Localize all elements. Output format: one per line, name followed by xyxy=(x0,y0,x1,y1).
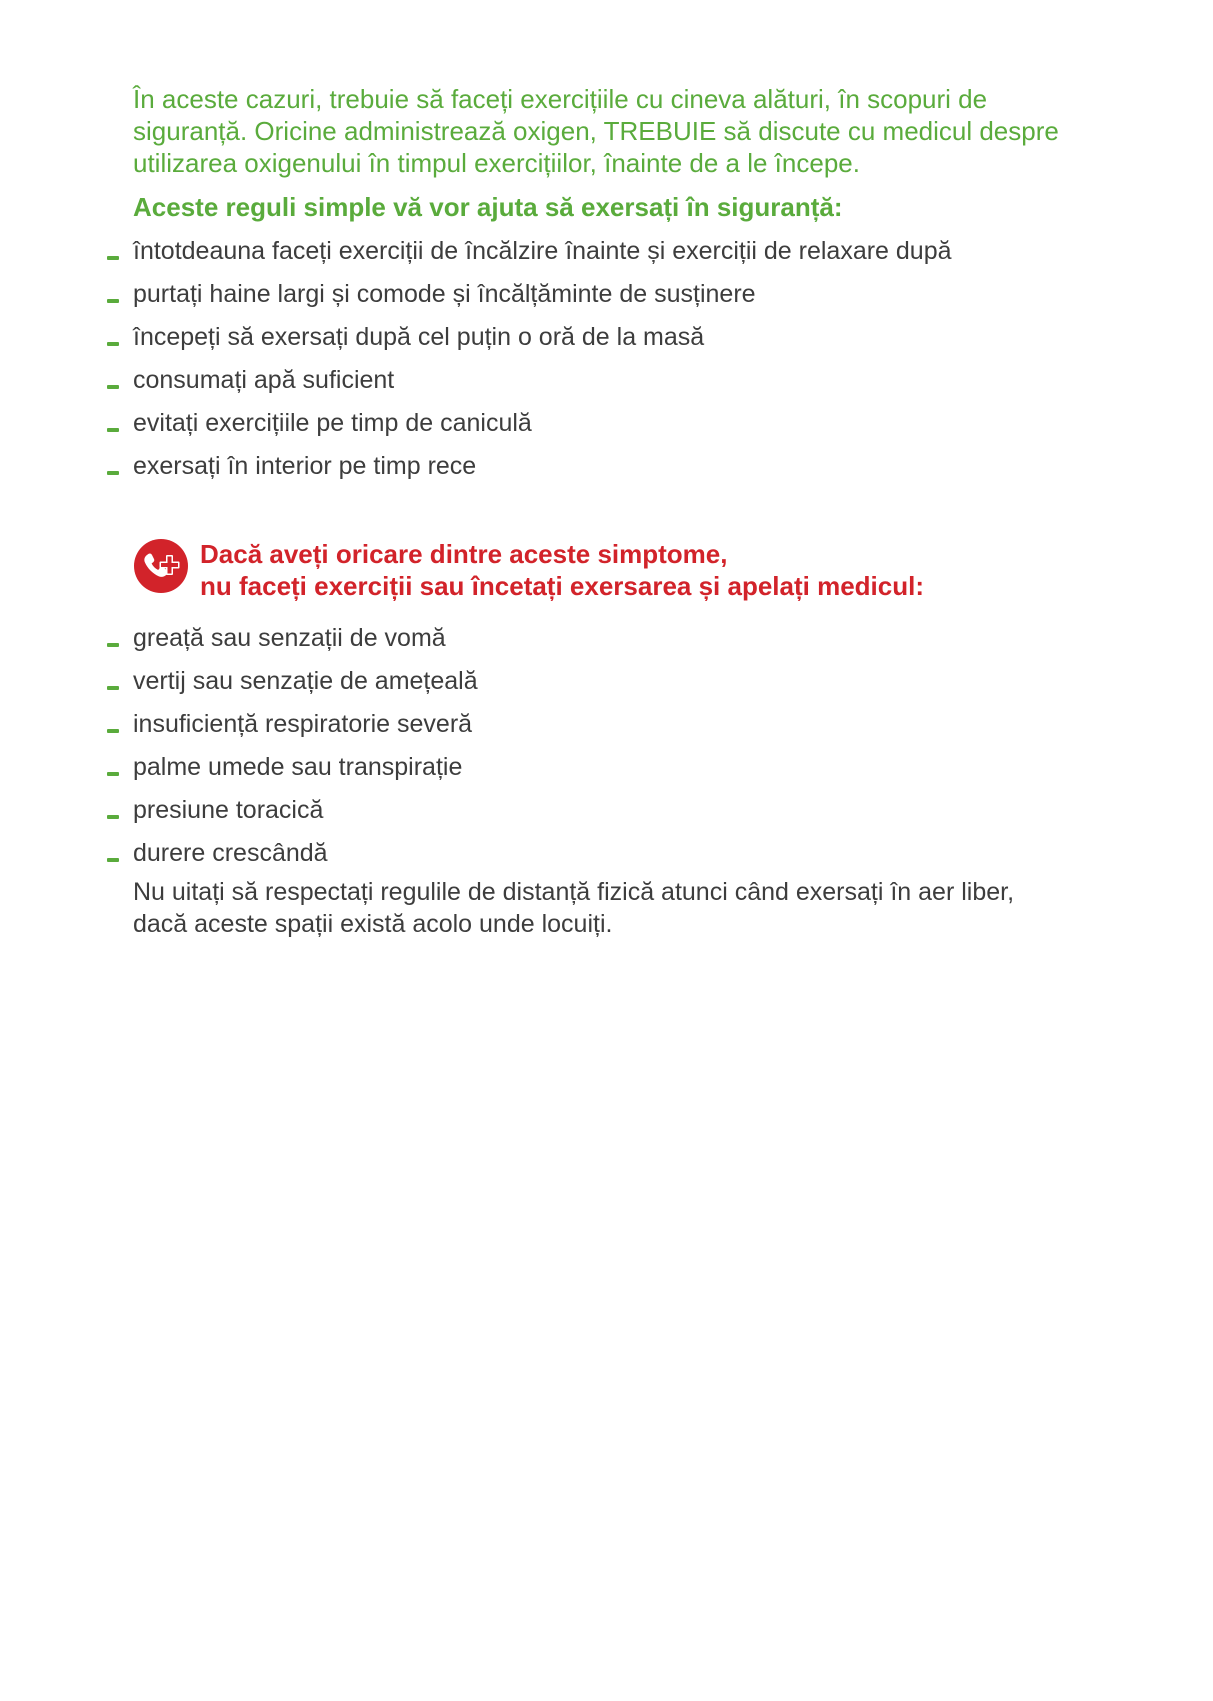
warning-heading xyxy=(200,538,924,602)
rules-list xyxy=(107,235,1107,493)
dash-bullet-icon xyxy=(107,772,119,776)
symptoms-list xyxy=(107,622,1107,880)
symptom-text: insuficiență respiratorie severă xyxy=(133,710,473,738)
warning-block xyxy=(133,538,1133,602)
warning-line-1: Dacă aveți oricare dintre aceste simptome, xyxy=(200,539,728,569)
dash-bullet-icon xyxy=(107,342,119,346)
intro-paragraph xyxy=(133,83,1113,179)
closing-line-2: dacă aceste spații există acolo unde locuiți. xyxy=(133,910,613,938)
symptom-text: palme umede sau transpirație xyxy=(133,753,463,781)
rule-text: evitați exercițiile pe timp de caniculă xyxy=(133,409,532,437)
dash-bullet-icon xyxy=(107,729,119,733)
closing-paragraph xyxy=(133,876,1113,940)
dash-bullet-icon xyxy=(107,686,119,690)
dash-bullet-icon xyxy=(107,858,119,862)
list-item xyxy=(107,235,1107,278)
dash-bullet-icon xyxy=(107,643,119,647)
dash-bullet-icon xyxy=(107,471,119,475)
intro-line-3: utilizarea oxigenului în timpul exercițiilor, înainte de a le începe. xyxy=(133,148,860,178)
dash-bullet-icon xyxy=(107,428,119,432)
list-item xyxy=(107,837,1107,880)
dash-bullet-icon xyxy=(107,815,119,819)
list-item xyxy=(107,407,1107,450)
rule-text: purtați haine largi și comode și încălțăminte de susținere xyxy=(133,280,756,308)
rule-text: începeți să exersați după cel puțin o oră de la masă xyxy=(133,323,705,351)
list-item xyxy=(107,321,1107,364)
list-item xyxy=(107,622,1107,665)
phone-medical-icon xyxy=(133,538,189,594)
list-item xyxy=(107,708,1107,751)
list-item xyxy=(107,794,1107,837)
symptom-text: vertij sau senzație de amețeală xyxy=(133,667,478,695)
list-item xyxy=(107,364,1107,407)
intro-line-2: siguranță. Oricine administrează oxigen, TREBUIE să discute cu medicul despre xyxy=(133,116,1059,146)
rule-text: consumați apă suficient xyxy=(133,366,395,394)
list-item xyxy=(107,751,1107,794)
symptom-text: durere crescândă xyxy=(133,839,328,867)
dash-bullet-icon xyxy=(107,385,119,389)
intro-line-1: În aceste cazuri, trebuie să faceți exercițiile cu cineva alături, în scopuri de xyxy=(133,84,988,114)
list-item xyxy=(107,278,1107,321)
symptom-text: presiune toracică xyxy=(133,796,324,824)
list-item xyxy=(107,450,1107,493)
symptom-text: greață sau senzații de vomă xyxy=(133,624,446,652)
dash-bullet-icon xyxy=(107,299,119,303)
rules-heading: Aceste reguli simple vă vor ajuta să exersați în siguranță: xyxy=(133,192,843,222)
warning-line-2: nu faceți exerciții sau încetați exersarea și apelați medicul: xyxy=(200,571,925,601)
rule-text: întotdeauna faceți exerciții de încălzire înainte și exerciții de relaxare după xyxy=(133,237,952,265)
list-item xyxy=(107,665,1107,708)
dash-bullet-icon xyxy=(107,256,119,260)
rule-text: exersați în interior pe timp rece xyxy=(133,452,477,480)
closing-line-1: Nu uitați să respectați regulile de distanță fizică atunci când exersați în aer liber, xyxy=(133,878,1015,906)
